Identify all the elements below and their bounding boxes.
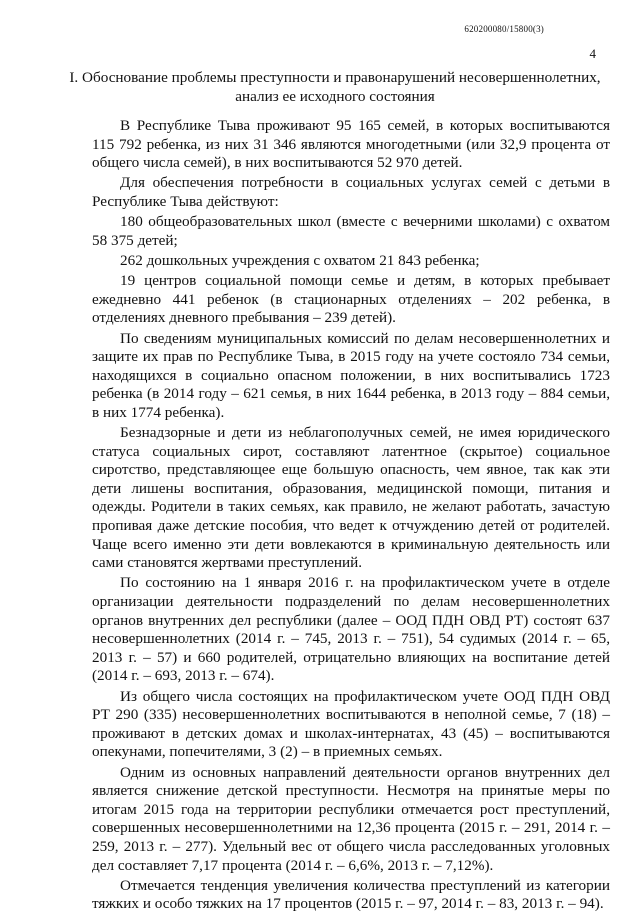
paragraph: Из общего числа состоящих на профилактическом учете ООД ПДН ОВД РТ 290 (335) несовершеннолетних воспитываются в неполной семье, 7 (18) – проживают в детских домах и школах-интернатах, 43 (45) – воспитываются опекунами, попечителями, 3 (2) – в приемных семьях. xyxy=(92,687,610,761)
document-body xyxy=(92,117,610,915)
paragraph: 19 центров социальной помощи семье и детям, в которых пребывает ежедневно 441 ребенок (в стационарных отделениях – 202 ребенка, в отделениях дневного пребывания – 239 детей). xyxy=(92,272,610,327)
page-number: 4 xyxy=(589,46,596,61)
paragraph: По сведениям муниципальных комиссий по делам несовершеннолетних и защите их прав по Республике Тыва, в 2015 году на учете состояло 734 семьи, находящихся в социально опасном положении, в них воспитывались 1723 ребенка (в 2014 году – 621 семья, в них 1644 ребенка, в 2013 году – 884 семьи, в них 1774 ребенка). xyxy=(92,329,610,421)
paragraph: Для обеспечения потребности в социальных услугах семей с детьми в Республике Тыва действуют: xyxy=(92,174,610,210)
document-code: 620200080/15800(3) xyxy=(464,24,544,34)
paragraph: По состоянию на 1 января 2016 г. на профилактическом учете в отделе организации деятельности подразделений по делам несовершеннолетних органов внутренних дел республики (далее – ООД ПДН ОВД РТ) состоят 637 несовершеннолетних (2014 г. – 745, 2013 г. – 751), 54 судимых (2014 г. – 65, 2013 г. – 57) и 660 родителей, отрицательно влияющих на воспитание детей (2014 г. – 693, 2013 г. – 674). xyxy=(92,574,610,685)
paragraph: Отмечается тенденция увеличения количества преступлений из категории тяжких и особо тяжких на 17 процентов (2015 г. – 97, 2014 г. – 83, 2013 г. – 94). xyxy=(92,876,610,913)
paragraph: Одним из основных направлений деятельности органов внутренних дел является снижение детской преступности. Несмотря на принятые меры по итогам 2015 года на территории республики отмечается рост преступлений, совершенных несовершеннолетними на 12,36 процента (2015 г. – 291, 2014 г. – 259, 2013 г. – 277). Удельный вес от общего числа расследованных уголовных дел составляет 7,17 процента (2014 г. – 6,6%, 2013 г. – 7,12%). xyxy=(92,763,610,874)
paragraph: Безнадзорные и дети из неблагополучных семей, не имея юридического статуса социальных сирот, составляют латентное (скрытое) социальное сиротство, представляющее еще большую опасность, чем явное, так как эти дети лишены воспитания, образования, медицинской помощи, питания и одежды. Родители в таких семьях, как правило, не желают работать, зачастую пропивая даже детские пособия, что ведет к отчуждению детей от родителей. Чаще всего именно эти дети вовлекаются в криминальную деятельность или сами становятся жертвами преступлений. xyxy=(92,424,610,572)
paragraph: 262 дошкольных учреждения с охватом 21 843 ребенка; xyxy=(120,251,480,269)
paragraph: 180 общеобразовательных школ (вместе с вечерними школами) с охватом 58 375 детей; xyxy=(92,213,610,249)
paragraph: В Республике Тыва проживают 95 165 семей, в которых воспитываются 115 792 ребенка, из них 31 346 являются многодетными (или 32,9 процента от общего числа семей), в них воспитываются 52 970 детей. xyxy=(92,117,610,172)
section-heading: I. Обоснование проблемы преступности и правонарушений несовершеннолетних, анализ ее исходного состояния xyxy=(69,69,601,105)
